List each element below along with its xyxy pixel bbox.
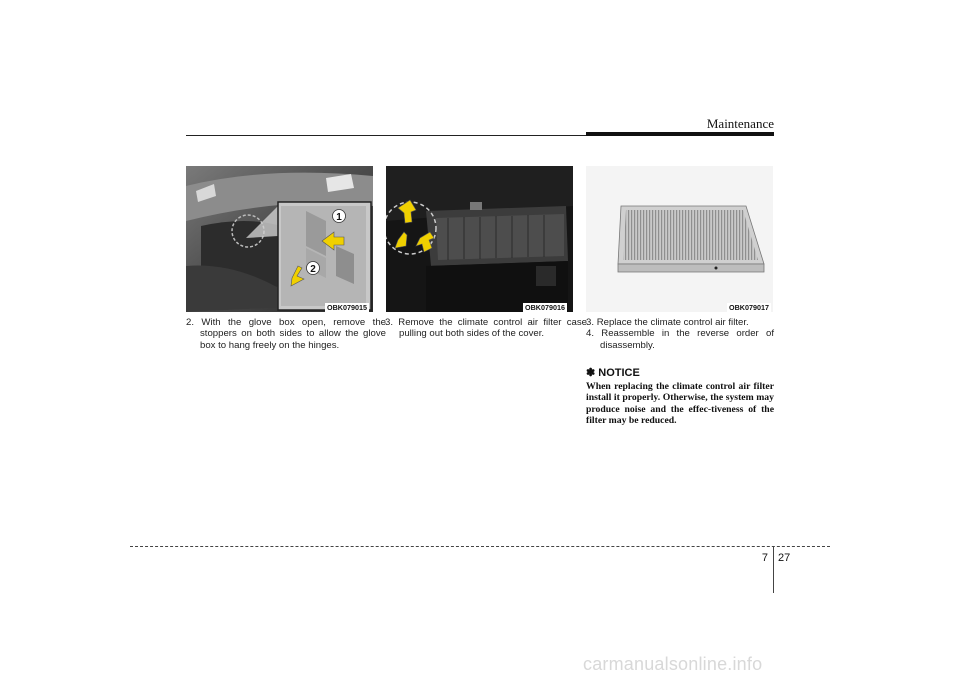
figure-callout-2: 2 [310,264,316,275]
figure-callout-1: 1 [336,212,342,223]
step-3-text: Remove the climate control air filter case pulling out both sides of the cover. [398,317,587,340]
step-2 [186,317,386,351]
step-4 [586,328,774,351]
step-3-number: 3. [385,317,394,328]
notice-text: When replacing the climate control air filter install it properly. Otherwise, the system may produce noise and the effec-tiveness of the filter may be reduced. [586,381,774,427]
notice-heading [586,366,640,379]
figure-air-filter-photo [586,166,773,312]
step-2-text: With the glove box open, remove the stoppers on both sides to allow the glove box to hang freely on the hinges. [200,317,386,351]
step-4-number: 4. [586,328,595,340]
footer-divider [130,546,830,547]
page-number-divider [773,547,774,593]
figure-caption-3: OBK079017 [729,303,769,312]
step-3b-number: 3. [586,317,595,328]
figure-filter-case-photo [386,166,573,312]
watermark: carmanualsonline.info [583,654,763,674]
steps-3-4 [586,317,774,351]
notice-title: NOTICE [598,367,640,379]
figure-caption-1: OBK079015 [327,303,367,312]
step-4-text: Reassemble in the reverse order of disassembly. [600,328,774,351]
header-rule-accent [586,132,774,136]
step-2-number: 2. [186,317,195,328]
step-3 [385,317,587,340]
figure-glove-box-photo [186,166,373,312]
notice-icon: ✽ [586,367,596,379]
step-3-replace [586,317,774,328]
figure-caption-2: OBK079016 [525,303,565,312]
section-title: Maintenance [706,116,774,131]
page-number: 27 [778,552,791,564]
step-3b-text: Replace the climate control air filter. [596,317,749,328]
chapter-number: 7 [761,552,768,564]
